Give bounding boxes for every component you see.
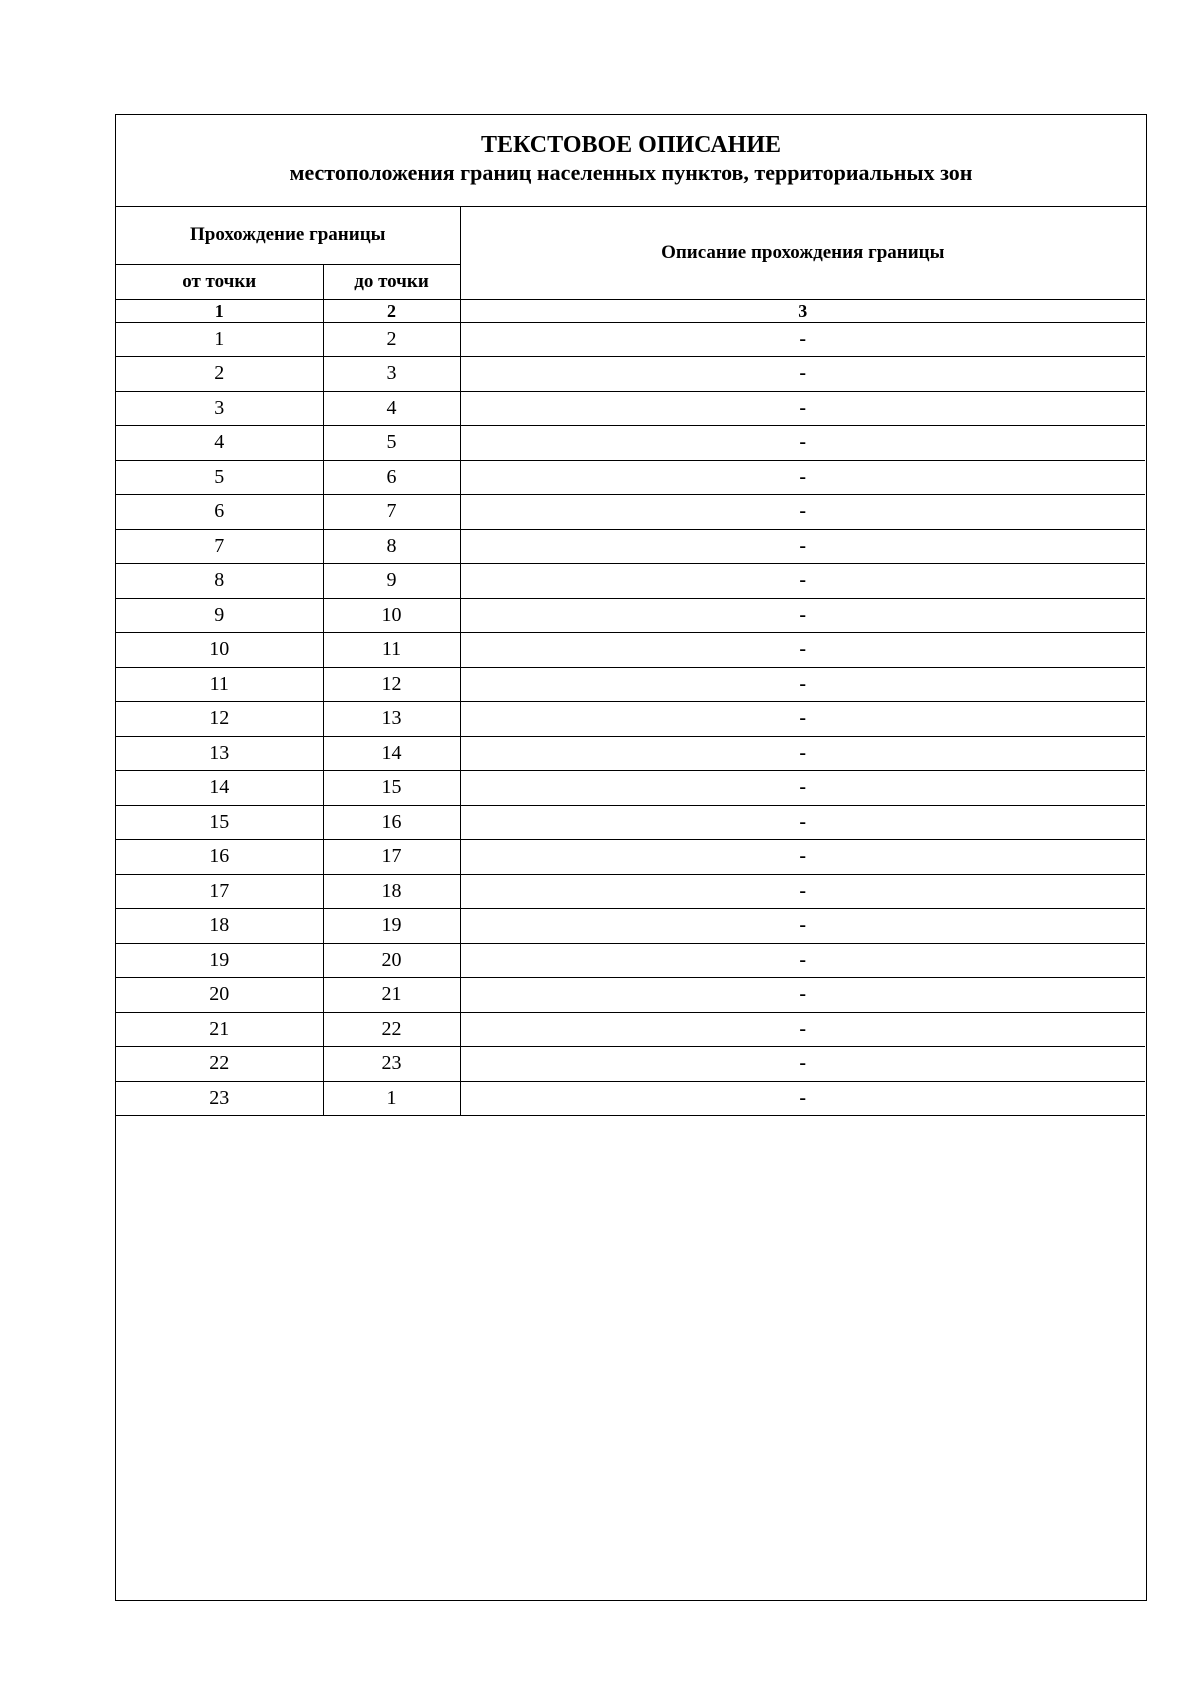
from-point-cell: 14 bbox=[116, 771, 323, 806]
to-point-cell: 22 bbox=[323, 1012, 460, 1047]
to-point-cell: 21 bbox=[323, 978, 460, 1013]
from-point-cell: 13 bbox=[116, 736, 323, 771]
table-row bbox=[116, 1081, 1145, 1116]
to-point-cell: 4 bbox=[323, 391, 460, 426]
table-row bbox=[116, 1047, 1145, 1082]
to-point-cell: 9 bbox=[323, 564, 460, 599]
table-row bbox=[116, 426, 1145, 461]
description-cell: - bbox=[460, 426, 1145, 461]
to-point-cell: 5 bbox=[323, 426, 460, 461]
description-cell: - bbox=[460, 495, 1145, 530]
description-cell: - bbox=[460, 771, 1145, 806]
from-point-cell: 3 bbox=[116, 391, 323, 426]
from-point-cell: 5 bbox=[116, 460, 323, 495]
table-row bbox=[116, 736, 1145, 771]
document-subtitle: местоположения границ населенных пунктов, территориальных зон bbox=[289, 160, 973, 185]
boundary-table bbox=[116, 207, 1145, 1116]
to-point-cell: 12 bbox=[323, 667, 460, 702]
to-point-cell: 13 bbox=[323, 702, 460, 737]
column-number: 2 bbox=[323, 299, 460, 322]
to-point-cell: 10 bbox=[323, 598, 460, 633]
to-point-cell: 1 bbox=[323, 1081, 460, 1116]
description-cell: - bbox=[460, 322, 1145, 357]
table-row bbox=[116, 598, 1145, 633]
to-point-cell: 14 bbox=[323, 736, 460, 771]
to-point-cell: 23 bbox=[323, 1047, 460, 1082]
description-cell: - bbox=[460, 598, 1145, 633]
description-cell: - bbox=[460, 667, 1145, 702]
description-cell: - bbox=[460, 943, 1145, 978]
table-row bbox=[116, 909, 1145, 944]
description-cell: - bbox=[460, 909, 1145, 944]
description-cell: - bbox=[460, 805, 1145, 840]
to-point-cell: 3 bbox=[323, 357, 460, 392]
to-point-cell: 7 bbox=[323, 495, 460, 530]
to-point-cell: 15 bbox=[323, 771, 460, 806]
from-point-cell: 2 bbox=[116, 357, 323, 392]
table-row bbox=[116, 978, 1145, 1013]
from-point-cell: 21 bbox=[116, 1012, 323, 1047]
from-point-cell: 15 bbox=[116, 805, 323, 840]
description-cell: - bbox=[460, 874, 1145, 909]
to-point-cell: 18 bbox=[323, 874, 460, 909]
to-point-cell: 6 bbox=[323, 460, 460, 495]
to-point-cell: 20 bbox=[323, 943, 460, 978]
to-point-cell: 2 bbox=[323, 322, 460, 357]
description-cell: - bbox=[460, 1012, 1145, 1047]
description-cell: - bbox=[460, 736, 1145, 771]
table-row bbox=[116, 805, 1145, 840]
from-point-cell: 4 bbox=[116, 426, 323, 461]
description-cell: - bbox=[460, 1081, 1145, 1116]
column-number: 3 bbox=[460, 299, 1145, 322]
description-cell: - bbox=[460, 357, 1145, 392]
description-cell: - bbox=[460, 529, 1145, 564]
from-point-cell: 9 bbox=[116, 598, 323, 633]
column-number: 1 bbox=[116, 299, 323, 322]
from-point-cell: 22 bbox=[116, 1047, 323, 1082]
document-frame bbox=[115, 114, 1147, 1601]
table-row bbox=[116, 322, 1145, 357]
header-from-point: от точки bbox=[116, 264, 323, 299]
table-row bbox=[116, 391, 1145, 426]
from-point-cell: 10 bbox=[116, 633, 323, 668]
table-row bbox=[116, 943, 1145, 978]
from-point-cell: 6 bbox=[116, 495, 323, 530]
description-cell: - bbox=[460, 1047, 1145, 1082]
table-row bbox=[116, 840, 1145, 875]
to-point-cell: 17 bbox=[323, 840, 460, 875]
table-row bbox=[116, 495, 1145, 530]
description-cell: - bbox=[460, 978, 1145, 1013]
table-row bbox=[116, 667, 1145, 702]
description-cell: - bbox=[460, 564, 1145, 599]
table-row bbox=[116, 702, 1145, 737]
from-point-cell: 12 bbox=[116, 702, 323, 737]
description-cell: - bbox=[460, 840, 1145, 875]
from-point-cell: 1 bbox=[116, 322, 323, 357]
from-point-cell: 7 bbox=[116, 529, 323, 564]
to-point-cell: 19 bbox=[323, 909, 460, 944]
table-row bbox=[116, 564, 1145, 599]
table-row bbox=[116, 771, 1145, 806]
from-point-cell: 8 bbox=[116, 564, 323, 599]
from-point-cell: 19 bbox=[116, 943, 323, 978]
to-point-cell: 16 bbox=[323, 805, 460, 840]
header-passage: Прохождение границы bbox=[116, 207, 460, 264]
description-cell: - bbox=[460, 702, 1145, 737]
table-row bbox=[116, 1012, 1145, 1047]
table-row bbox=[116, 633, 1145, 668]
document-title: ТЕКСТОВОЕ ОПИСАНИЕ bbox=[480, 132, 781, 158]
header-to-point: до точки bbox=[323, 264, 460, 299]
from-point-cell: 23 bbox=[116, 1081, 323, 1116]
header-description: Описание прохождения границы bbox=[460, 207, 1145, 299]
title-block bbox=[116, 115, 1146, 207]
from-point-cell: 11 bbox=[116, 667, 323, 702]
table-row bbox=[116, 529, 1145, 564]
table-row bbox=[116, 460, 1145, 495]
from-point-cell: 17 bbox=[116, 874, 323, 909]
to-point-cell: 8 bbox=[323, 529, 460, 564]
table-row bbox=[116, 874, 1145, 909]
table-body bbox=[116, 322, 1145, 1116]
description-cell: - bbox=[460, 633, 1145, 668]
table-row bbox=[116, 357, 1145, 392]
from-point-cell: 16 bbox=[116, 840, 323, 875]
to-point-cell: 11 bbox=[323, 633, 460, 668]
from-point-cell: 18 bbox=[116, 909, 323, 944]
description-cell: - bbox=[460, 460, 1145, 495]
from-point-cell: 20 bbox=[116, 978, 323, 1013]
description-cell: - bbox=[460, 391, 1145, 426]
